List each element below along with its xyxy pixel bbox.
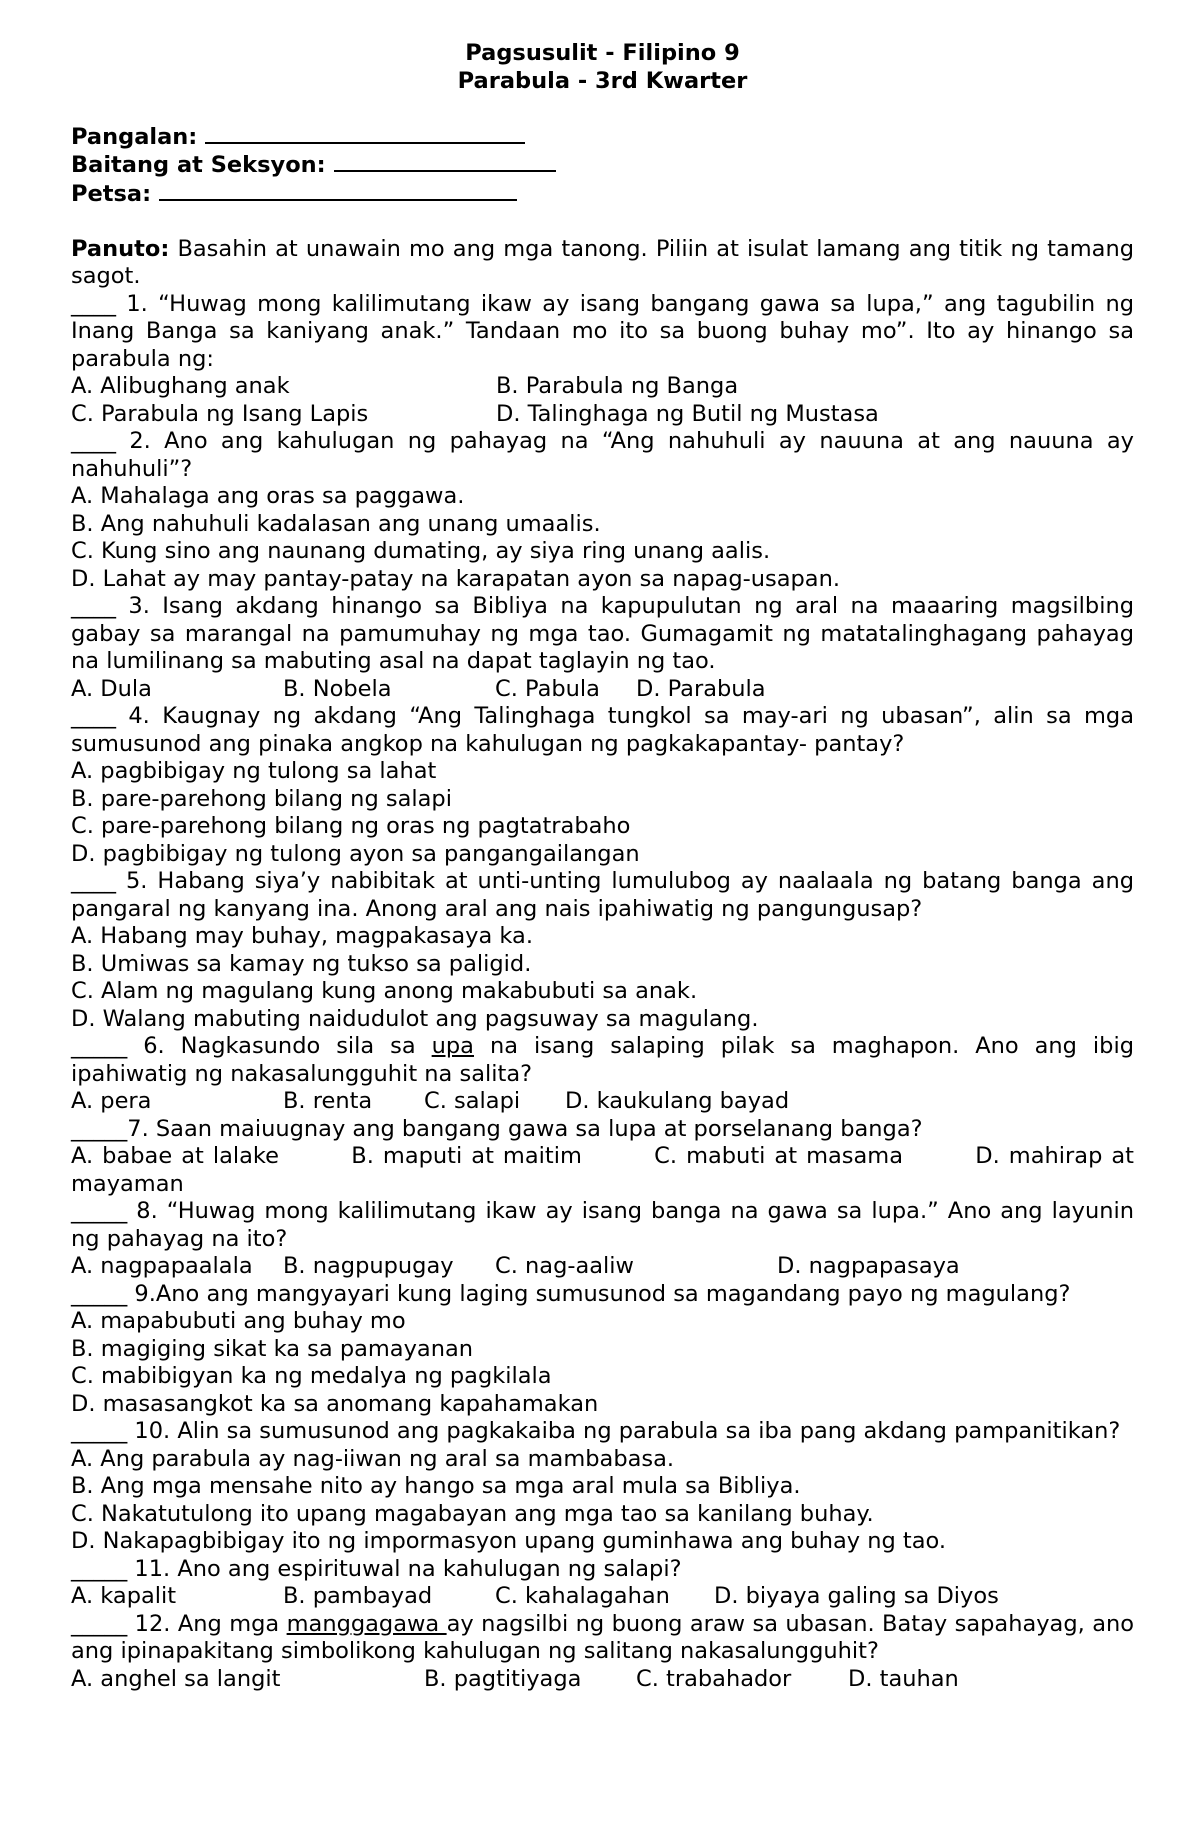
- option: D. Lahat ay may pantay-patay na karapatan ayon sa napag-usapan.: [71, 565, 840, 592]
- option: B. pagtitiyaga: [424, 1665, 582, 1692]
- question-text: 9.Ano ang mangyayari kung laging sumusunod sa magandang payo ng magulang?: [127, 1280, 1071, 1307]
- question-text: 3. Isang akdang hinango sa Bibliya na kapupulutan ng aral na maaaring magsilbing gabay sa marangal na pamumuhay ng mga tao. Gumagamit ng matatalinghagang pahayag na lumilinang sa mabuting asal na dapat taglayin ng tao.: [71, 593, 1134, 674]
- answer-blank: ____: [71, 868, 116, 894]
- question-8: [71, 1198, 1134, 1253]
- answer-blank: _____: [71, 1610, 128, 1637]
- question-6: [71, 1033, 1134, 1088]
- option: A. mapabubuti ang buhay mo: [71, 1308, 406, 1334]
- question-text: 8. “Huwag mong kalilimutang ikaw ay isang banga na gawa sa lupa.” Ano ang layunin ng pahayag na ito?: [71, 1198, 1134, 1252]
- option: A. nagpapaalala: [71, 1253, 253, 1279]
- date-blank[interactable]: [159, 180, 517, 201]
- option: C. Parabula ng Isang Lapis: [71, 400, 369, 427]
- grade-section-blank[interactable]: [334, 151, 556, 172]
- option: D. mahirap at mayaman: [71, 1143, 1134, 1197]
- option: D. Talinghaga ng Butil ng Mustasa: [496, 400, 879, 427]
- question-text: ay nagsilbi ng buong araw sa ubasan. Batay sapahayag, ano ang ipinapakitang simbolikong kahulugan ng salitang nakasalungguhit?: [71, 1610, 1135, 1664]
- option: C. mabuti at masama: [654, 1143, 903, 1169]
- question-12: [71, 1611, 1134, 1666]
- option: B. maputi at maitim: [351, 1143, 582, 1169]
- question-1: [71, 291, 1134, 374]
- option: B. pare-parehong bilang ng salapi: [71, 785, 452, 812]
- page-title: Pagsusulit - Filipino 9: [465, 40, 740, 66]
- question-9: [71, 1281, 1134, 1309]
- answer-blank: ____: [71, 703, 116, 729]
- question-3: [71, 593, 1134, 676]
- options-q8: [71, 1253, 1134, 1281]
- option: B. Parabula ng Banga: [496, 373, 739, 399]
- option: A. babae at lalake: [71, 1143, 279, 1169]
- answer-blank: _____: [71, 1198, 128, 1224]
- option: A. kapalit: [71, 1583, 177, 1609]
- options-q1: [71, 373, 1134, 428]
- option: B. Umiwas sa kamay ng tukso sa paligid.: [71, 950, 532, 977]
- question-4: [71, 703, 1134, 758]
- option: A. pagbibigay ng tulong sa lahat: [71, 758, 437, 784]
- name-blank[interactable]: [205, 123, 525, 144]
- question-text: 11. Ano ang espirituwal na kahulugan ng salapi?: [127, 1555, 682, 1582]
- options-q3: [71, 676, 1134, 704]
- option: D. biyaya galing sa Diyos: [714, 1583, 999, 1609]
- option: D. Nakapagbibigay ito ng impormasyon upang guminhawa ang buhay ng tao.: [71, 1528, 947, 1554]
- option: C. Pabula: [495, 675, 600, 702]
- options-q6: [71, 1088, 1134, 1116]
- option: B. magiging sikat ka sa pamayanan: [71, 1335, 474, 1362]
- option: D. nagpapasaya: [777, 1253, 960, 1279]
- question-text: 6. Nagkasundo sila sa: [127, 1033, 432, 1059]
- option: C. Nakatutulong ito upang magabayan ang mga tao sa kanilang buhay.: [71, 1500, 874, 1527]
- option: C. trabahador: [636, 1665, 792, 1692]
- option: A. pera: [71, 1088, 152, 1114]
- option: A. Ang parabula ay nag-iiwan ng aral sa mambabasa.: [71, 1445, 675, 1472]
- name-label: Pangalan:: [71, 123, 198, 150]
- option: D. Walang mabuting naidudulot ang pagsuway sa magulang.: [71, 1005, 759, 1032]
- answer-blank: _____: [71, 1555, 128, 1582]
- options-q7: [71, 1143, 1134, 1198]
- question-text: 1. “Huwag mong kalilimutang ikaw ay isang bangang gawa sa lupa,” ang tagubilin ng Inang Banga sa kaniyang anak.” Tandaan mo ito sa buong buhay mo”. Ito ay hinango sa parabula ng:: [71, 290, 1134, 372]
- option: D. tauhan: [848, 1665, 959, 1692]
- option: A. Habang may buhay, magpakasaya ka.: [71, 923, 533, 949]
- grade-section-label: Baitang at Seksyon:: [71, 152, 326, 178]
- underlined-word: upa: [431, 1033, 474, 1059]
- option: C. kahalagahan: [495, 1583, 670, 1609]
- option: A. Dula: [71, 675, 152, 702]
- option: C. nag-aaliw: [495, 1253, 634, 1279]
- option: C. salapi: [424, 1088, 521, 1114]
- option: A. Mahalaga ang oras sa paggawa.: [71, 483, 465, 509]
- answer-blank: ____: [71, 290, 116, 317]
- spacer: [71, 95, 1134, 123]
- question-5: [71, 868, 1134, 923]
- instructions-text: Basahin at unawain mo ang mga tanong. Piliin at isulat lamang ang titik ng tamang sagot.: [71, 235, 1134, 289]
- option: B. Nobela: [283, 675, 392, 702]
- page-subtitle: Parabula - 3rd Kwarter: [457, 67, 748, 94]
- option: B. Ang nahuhuli kadalasan ang unang umaalis.: [71, 510, 601, 537]
- options-q11: [71, 1583, 1134, 1611]
- grade-section-field: [71, 151, 1134, 180]
- option: C. pare-parehong bilang ng oras ng pagtatrabaho: [71, 813, 631, 839]
- instructions-label: Panuto:: [71, 235, 170, 262]
- option: D. Parabula: [636, 675, 766, 702]
- option: D. pagbibigay ng tulong ayon sa pangangailangan: [71, 840, 640, 867]
- spacer: [71, 208, 1134, 236]
- options-q12: [71, 1666, 1134, 1694]
- question-10: [71, 1418, 1134, 1446]
- option: B. nagpupugay: [283, 1253, 454, 1279]
- option: C. Alam ng magulang kung anong makabubuti sa anak.: [71, 978, 698, 1004]
- option: C. Kung sino ang naunang dumating, ay siya ring unang aalis.: [71, 538, 771, 564]
- question-text: 2. Ano ang kahulugan ng pahayag na “Ang nahuhuli ay nauuna at ang nauuna ay nahuhuli”?: [71, 428, 1134, 482]
- date-label: Petsa:: [71, 180, 152, 207]
- question-7: [71, 1116, 1134, 1144]
- answer-blank: _____: [71, 1280, 128, 1307]
- answer-blank: _____: [71, 1033, 128, 1059]
- name-field: [71, 123, 1134, 152]
- underlined-word: manggagawa: [286, 1610, 447, 1637]
- option: A. anghel sa langit: [71, 1665, 281, 1692]
- question-text: 4. Kaugnay ng akdang “Ang Talinghaga tungkol sa may-ari ng ubasan”, alin sa mga sumusunod ang pinaka angkop na kahulugan ng pagkakapantay- pantay?: [71, 703, 1134, 757]
- option: C. mabibigyan ka ng medalya ng pagkilala: [71, 1363, 552, 1389]
- option: A. Alibughang anak: [71, 373, 290, 399]
- question-text: 12. Ang mga: [127, 1610, 287, 1637]
- date-field: [71, 180, 1134, 209]
- option: B. Ang mga mensahe nito ay hango sa mga aral mula sa Bibliya.: [71, 1473, 801, 1499]
- option: B. pambayad: [283, 1583, 433, 1609]
- answer-blank: _____: [71, 1115, 128, 1142]
- question-2: [71, 428, 1134, 483]
- option: D. kaukulang bayad: [565, 1088, 790, 1114]
- option: D. masasangkot ka sa anomang kapahamakan: [71, 1390, 599, 1417]
- question-text: 10. Alin sa sumusunod ang pagkakaiba ng parabula sa iba pang akdang pampanitikan?: [127, 1418, 1121, 1444]
- answer-blank: _____: [71, 1418, 128, 1444]
- answer-blank: ____: [71, 428, 116, 454]
- option: B. renta: [283, 1088, 373, 1114]
- question-text: 7. Saan maiuugnay ang bangang gawa sa lupa at porselanang banga?: [127, 1115, 923, 1142]
- question-11: [71, 1556, 1134, 1584]
- instructions: [71, 236, 1134, 291]
- answer-blank: ____: [71, 593, 116, 619]
- question-text: na isang salaping pilak sa maghapon. Ano ang ibig ipahiwatig ng nakasalungguhit na salita?: [71, 1033, 1134, 1087]
- question-text: 5. Habang siya’y nabibitak at unti-unting lumulubog ay naalaala ng batang banga ang pangaral ng kanyang ina. Anong aral ang nais ipahiwatig ng pangungusap?: [71, 868, 1134, 922]
